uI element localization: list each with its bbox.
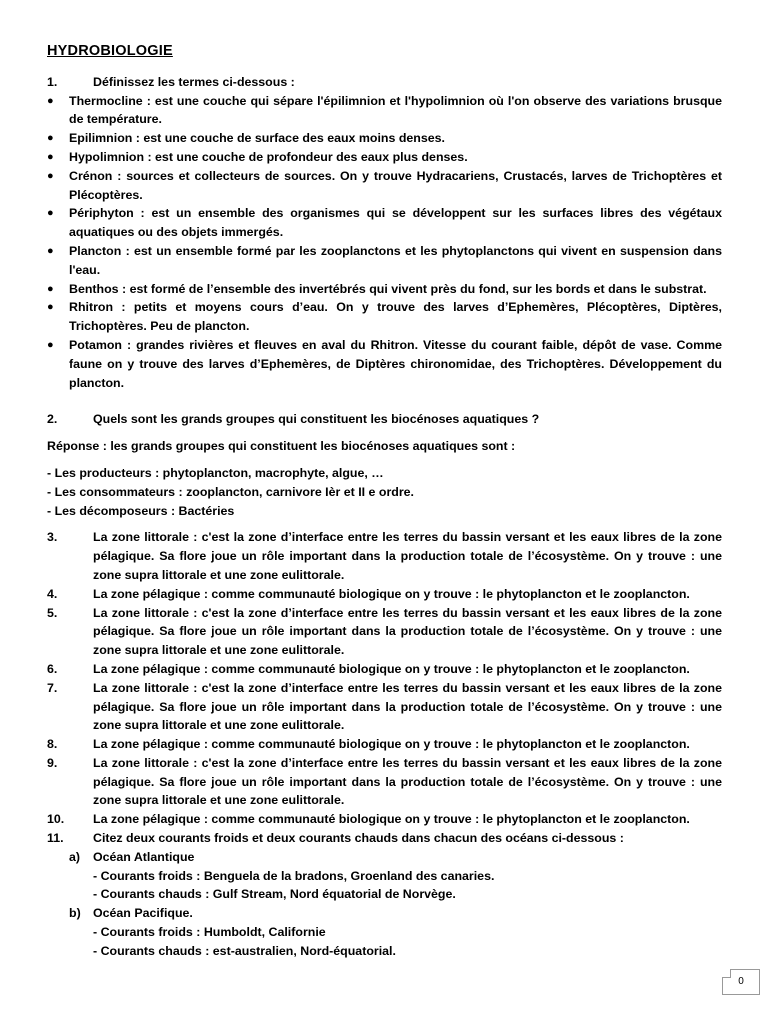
numbered-item: 9. La zone littorale : c'est la zone d’interface entre les terres du bassin versant et les eaux libres de la zone pélagique. Sa flore joue un rôle important dans la production totale de l’écosystème. On y trouve : une zone supra littorale et une zone eulittorale. [47, 755, 722, 808]
numbered-item: 10. La zone pélagique : comme communauté biologique on y trouve : le phytoplancton et le zooplancton. [47, 812, 690, 827]
numbered-item: 4. La zone pélagique : comme communauté biologique on y trouve : le phytoplancton et le zooplancton. [47, 586, 690, 601]
cold-currents: - Courants froids : Benguela de la bradons, Groenland des canaries. [93, 868, 495, 883]
question-number: 11. [47, 831, 64, 846]
document-title: HYDROBIOLOGIE [47, 43, 173, 59]
bullet-icon: ● [47, 282, 54, 295]
bullet-icon: ● [47, 207, 54, 220]
bullet-icon: ● [47, 132, 54, 145]
answer-intro: Réponse : les grands groupes qui constituent les biocénoses aquatiques sont : [47, 439, 516, 454]
question-1 [47, 73, 722, 92]
list-item: ● Potamon : grandes rivières et fleuves en aval du Rhitron. Vitesse du courant faible, dépôt de vase. Comme faune on y trouve des larves d’Ephemères, de Diptères chironomidae, des Trichoptères. Développement du plancton. [47, 336, 722, 392]
ocean-block [47, 848, 722, 904]
bullet-icon: ● [47, 169, 54, 182]
definitions-list [47, 92, 722, 393]
question-text: Quels sont les grands groupes qui constituent les biocénoses aquatiques ? [93, 412, 540, 427]
document-page [47, 42, 722, 961]
list-item: ● Thermocline : est une couche qui sépare l'épilimnion et l'hypolimnion où l'on observe des variations brusque de température. [47, 92, 722, 130]
warm-currents: - Courants chauds : est-australien, Nord-équatorial. [93, 943, 396, 958]
question-text: Définissez les termes ci-dessous : [93, 74, 295, 89]
list-item: ● Plancton : est un ensemble formé par les zooplanctons et les phytoplanctons qui vivent en suspension dans l'eau. [47, 242, 722, 280]
sub-letter: b) [69, 906, 81, 921]
question-2 [47, 410, 722, 429]
list-item: ● Rhitron : petits et moyens cours d’eau. On y trouve des larves d’Ephemères, Plécoptères, Diptères, Trichoptères. Peu de plancton. [47, 298, 722, 336]
list-item: ● Benthos : est formé de l’ensemble des invertébrés qui vivent près du fond, sur les bords et dans le substrat. [47, 280, 722, 299]
sub-letter: a) [69, 849, 81, 864]
bullet-icon: ● [47, 94, 54, 107]
warm-currents: - Courants chauds : Gulf Stream, Nord équatorial de Norvège. [93, 887, 456, 902]
list-item: ● Epilimnion : est une couche de surface des eaux moins denses. [47, 129, 722, 148]
bullet-icon: ● [47, 150, 54, 163]
numbered-item: 8. La zone pélagique : comme communauté biologique on y trouve : le phytoplancton et le zooplancton. [47, 737, 690, 752]
bullet-icon: ● [47, 338, 54, 351]
group-line: - Les décomposeurs : Bactéries [47, 503, 235, 518]
numbered-item: 5. La zone littorale : c'est la zone d’interface entre les terres du bassin versant et les eaux libres de la zone pélagique. Sa flore joue un rôle important dans la production totale de l’écosystème. On y trouve : une zone supra littorale et une zone eulittorale. [47, 605, 722, 658]
list-item: ● Crénon : sources et collecteurs de sources. On y trouve Hydracariens, Crustacés, larves de Trichoptères et Plécoptères. [47, 167, 722, 205]
cold-currents: - Courants froids : Humboldt, Californie [93, 925, 326, 940]
bullet-icon: ● [47, 301, 54, 314]
list-item: ● Périphyton : est un ensemble des organismes qui se développent sur les surfaces libres des végétaux aquatiques ou des objets immergés. [47, 204, 722, 242]
list-item: ● Hypolimnion : est une couche de profondeur des eaux plus denses. [47, 148, 722, 167]
numbered-item: 7. La zone littorale : c'est la zone d’interface entre les terres du bassin versant et les eaux libres de la zone pélagique. Sa flore joue un rôle important dans la production totale de l’écosystème. On y trouve : une zone supra littorale et une zone eulittorale. [47, 680, 722, 733]
bullet-icon: ● [47, 244, 54, 257]
ocean-name: Océan Atlantique [93, 849, 195, 864]
question-number: 2. [47, 412, 58, 427]
numbered-item: 6. La zone pélagique : comme communauté biologique on y trouve : le phytoplancton et le zooplancton. [47, 661, 690, 676]
ocean-name: Océan Pacifique. [93, 906, 193, 921]
question-11 [47, 829, 722, 848]
numbered-item: 3. La zone littorale : c'est la zone d’interface entre les terres du bassin versant et les eaux libres de la zone pélagique. Sa flore joue un rôle important dans la production totale de l’écosystème. On y trouve : une zone supra littorale et une zone eulittorale. [47, 530, 722, 582]
group-line: - Les consommateurs : zooplancton, carnivore Ièr et II e ordre. [47, 484, 414, 499]
ocean-block [47, 904, 722, 960]
question-text: Citez deux courants froids et deux courants chauds dans chacun des océans ci-dessous : [93, 831, 624, 846]
group-line: - Les producteurs : phytoplancton, macrophyte, algue, … [47, 465, 384, 480]
page-number: 0 [722, 969, 760, 995]
question-number: 1. [47, 74, 58, 89]
